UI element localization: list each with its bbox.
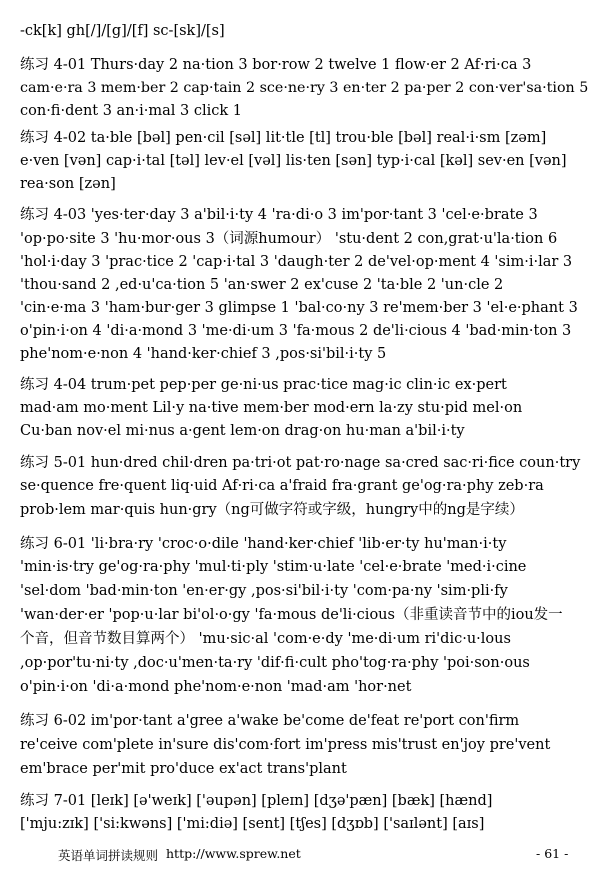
text-line: 'sel·dom 'bad·min·ton 'en·er·gy ,pos·si'bil·i·ty 'com·pa·ny 'sim·pli·fy bbox=[20, 583, 508, 599]
exercise-heading-line: 练习 4-02 ta·ble [bəl] pen·cil [səl] lit·tle [tl] trou·ble [bəl] real·i·sm [zəm] bbox=[20, 130, 547, 146]
text-line: 个音，但音节数目算两个） 'mu·sic·al 'com·e·dy 'me·di·um ri'dic·u·lous bbox=[20, 631, 511, 647]
exercise-heading-line: 练习 5-01 hun·dred chil·dren pa·tri·ot pat·ro·nage sa·cred sac·ri·fice coun·try bbox=[20, 455, 581, 471]
text-line: phe'nom·e·non 4 'hand·ker·chief 3 ,pos·si'bil·i·ty 5 bbox=[20, 346, 387, 362]
text-line: mad·am mo·ment Lil·y na·tive mem·ber mod·ern la·zy stu·pid mel·on bbox=[20, 400, 523, 416]
text-line: rea·son [zən] bbox=[20, 176, 116, 192]
exercise-heading-line: 练习 6-02 im'por·tant a'gree a'wake be'come de'feat re'port con'firm bbox=[20, 713, 520, 729]
text-line: ,op·por'tu·ni·ty ,doc·u'men·ta·ry 'dif·fi·cult pho'tog·ra·phy 'poi·son·ous bbox=[20, 655, 530, 671]
text-line: con·fi·dent 3 an·i·mal 3 click 1 bbox=[20, 103, 243, 119]
exercise-heading-line: 练习 6-01 'li·bra·ry 'croc·o·dile 'hand·ker·chief 'lib·er·ty hu'man·i·ty bbox=[20, 536, 507, 552]
text-line: 'min·is·try ge'og·ra·phy 'mul·ti·ply 'stim·u·late 'cel·e·brate 'med·i·cine bbox=[20, 559, 527, 575]
text-line: 'hol·i·day 3 'prac·tice 2 'cap·i·tal 3 'daugh·ter 2 de'vel·op·ment 4 'sim·i·lar 3 bbox=[20, 254, 573, 270]
text-line: 'cin·e·ma 3 'ham·bur·ger 3 glimpse 1 'bal·co·ny 3 re'mem·ber 3 'el·e·phant 3 bbox=[20, 300, 578, 316]
text-line: 'thou·sand 2 ,ed·u'ca·tion 5 'an·swer 2 ex'cuse 2 'ta·ble 2 'un·cle 2 bbox=[20, 277, 504, 293]
text-line: Cu·ban nov·el mi·nus a·gent lem·on drag·on hu·man a'bil·i·ty bbox=[20, 423, 465, 439]
page-number: - 61 - bbox=[536, 846, 569, 861]
exercise-heading-line: 练习 4-04 trum·pet pep·per ge·ni·us prac·tice mag·ic clin·ic ex·pert bbox=[20, 377, 507, 393]
text-line: 'wan·der·er 'pop·u·lar bi'ol·o·gy 'fa·mous de'li·cious（非重读音节中的iou发一 bbox=[20, 607, 563, 623]
text-line: 'op·po·site 3 'hu·mor·ous 3（词源humour） 'stu·dent 2 con,grat·u'la·tion 6 bbox=[20, 231, 558, 247]
text-line: o'pin·i·on 4 'di·a·mond 3 'me·di·um 3 'fa·mous 2 de'li·cious 4 'bad·min·ton 3 bbox=[20, 323, 572, 339]
text-line: re'ceive com'plete in'sure dis'com·fort im'press mis'trust en'joy pre'vent bbox=[20, 737, 551, 753]
text-line: prob·lem mar·quis hun·gry（ng可做字符或字级，hungry中的ng是字续） bbox=[20, 502, 524, 518]
footer-title: 英语单词拼读规则 bbox=[58, 848, 159, 863]
exercise-heading-line: 练习 7-01 [leɪk] [ə'weɪk] ['əupən] [pleɪn] [dʒə'pæn] [bæk] [hænd] bbox=[20, 793, 493, 809]
text-line: cam·e·ra 3 mem·ber 2 cap·tain 2 sce·ne·ry 3 en·ter 2 pa·per 2 con·ver'sa·tion 5 bbox=[20, 80, 589, 96]
footer-url: http://www.sprew.net bbox=[166, 846, 301, 861]
text-line: ['mju:zɪk] ['si:kwəns] ['mi:diə] [sent] [tʃes] [dʒɒb] ['saɪlənt] [aɪs] bbox=[20, 816, 485, 832]
exercise-heading-line: 练习 4-03 'yes·ter·day 3 a'bil·i·ty 4 'ra·di·o 3 im'por·tant 3 'cel·e·brate 3 bbox=[20, 207, 538, 223]
text-line: o'pin·i·on 'di·a·mond phe'nom·e·non 'mad·am 'hor·net bbox=[20, 679, 412, 695]
text-line: se·quence fre·quent liq·uid Af·ri·ca a'fraid fra·grant ge'og·ra·phy zeb·ra bbox=[20, 478, 544, 494]
text-line: -ck[k] gh[/]/[g]/[f] sc-[sk]/[s] bbox=[20, 23, 225, 39]
text-line: em'brace per'mit pro'duce ex'act trans'plant bbox=[20, 761, 347, 777]
text-line: e·ven [vən] cap·i·tal [təl] lev·el [vəl] lis·ten [sən] typ·i·cal [kəl] sev·en [vən] bbox=[20, 153, 567, 169]
exercise-heading-line: 练习 4-01 Thurs·day 2 na·tion 3 bor·row 2 twelve 1 flow·er 2 Af·ri·ca 3 bbox=[20, 57, 532, 73]
